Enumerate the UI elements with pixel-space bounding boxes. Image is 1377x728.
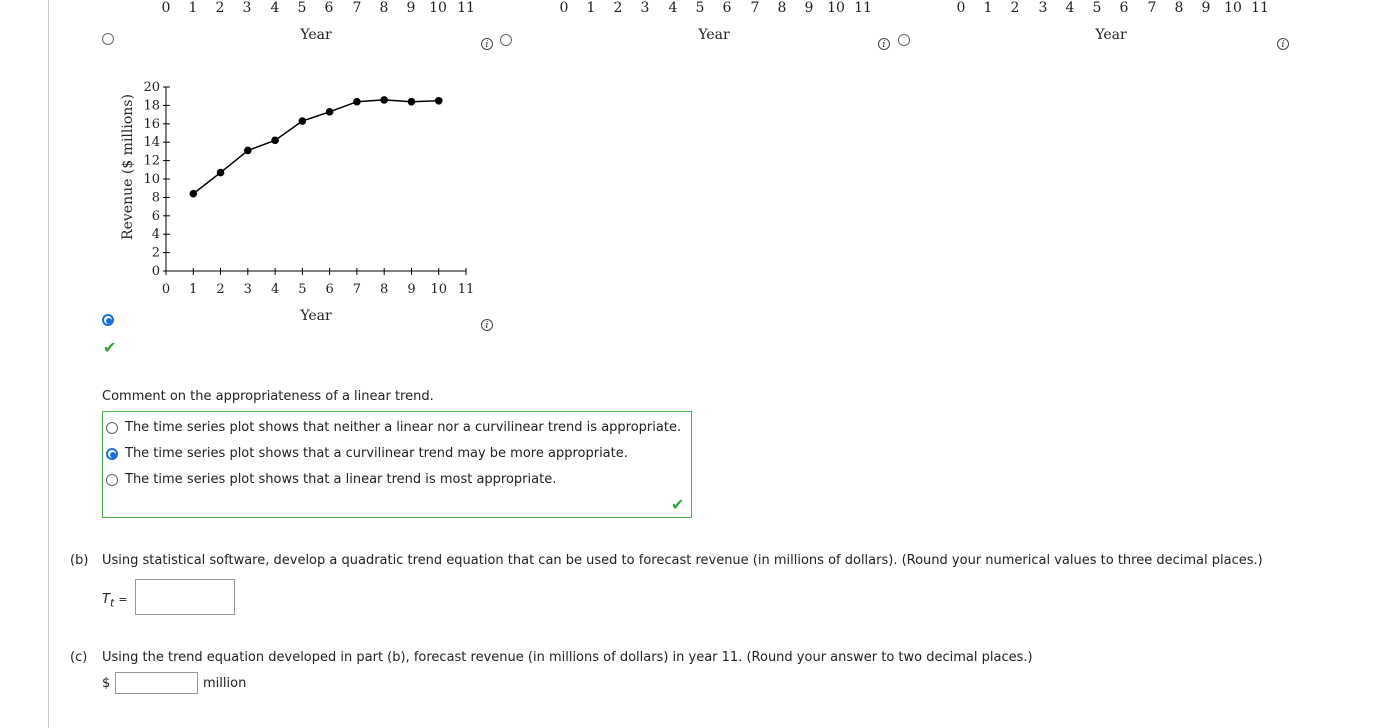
tick: 3	[1038, 0, 1048, 16]
tick: 11	[1251, 0, 1269, 16]
question-b-label: (b)	[70, 553, 89, 568]
tick: 9	[1201, 0, 1211, 16]
data-point	[271, 137, 279, 145]
tick: 8	[1174, 0, 1184, 16]
trend-equation-input[interactable]	[135, 579, 235, 615]
data-point	[217, 169, 225, 177]
y-tick-label: 0	[151, 264, 160, 279]
chart-axes	[166, 87, 466, 271]
trend-equation-label	[102, 592, 128, 610]
option-radio-chart-4-selected[interactable]	[102, 314, 114, 326]
content-border	[48, 0, 49, 728]
answer-option-1[interactable]	[106, 420, 681, 435]
trend-sub: t	[109, 596, 115, 610]
currency-symbol: $	[102, 676, 111, 691]
x-tick-label: 3	[243, 282, 252, 297]
x-tick-label: 9	[407, 282, 416, 297]
tick: 2	[613, 0, 623, 16]
y-axis-label: Revenue ($ millions)	[120, 94, 136, 240]
revenue-series-line	[193, 100, 438, 194]
tick: 5	[695, 0, 705, 16]
info-icon[interactable]: i	[481, 319, 493, 331]
y-tick-label: 8	[151, 190, 160, 206]
data-point	[408, 98, 416, 106]
tick: 8	[777, 0, 787, 16]
y-tick-label: 16	[143, 116, 160, 132]
x-axis-label: Year	[300, 308, 332, 324]
tick: 1	[983, 0, 993, 16]
tick: 8	[379, 0, 389, 16]
revenue-line-chart	[110, 75, 490, 325]
tick: 4	[1065, 0, 1075, 16]
question-b-text: Using statistical software, develop a quadratic trend equation that can be used to forecast revenue (in millions of dollars). (Round your numerical values to three decimal places.)	[102, 553, 1263, 568]
tick: 0	[956, 0, 966, 16]
tick: 4	[270, 0, 280, 16]
y-tick-label: 14	[143, 135, 160, 151]
y-tick-label: 12	[143, 153, 160, 169]
tick: 2	[215, 0, 225, 16]
question-a-prompt: Comment on the appropriateness of a linear trend.	[102, 389, 434, 404]
answer-radio[interactable]	[106, 474, 118, 486]
tick: 1	[188, 0, 198, 16]
info-icon[interactable]: i	[878, 38, 890, 50]
correct-check-icon: ✔	[103, 338, 117, 357]
question-c-label: (c)	[70, 650, 88, 665]
top-chart-3-xlabel: Year	[1095, 27, 1127, 43]
y-tick-label: 20	[143, 80, 160, 95]
y-tick-label: 2	[151, 245, 160, 261]
data-point	[244, 147, 252, 155]
equals-sign: =	[118, 593, 128, 606]
tick: 11	[457, 0, 475, 16]
info-icon[interactable]: i	[1277, 38, 1289, 50]
tick: 3	[640, 0, 650, 16]
answer-radio[interactable]	[106, 422, 118, 434]
answer-option-label: The time series plot shows that a curvilinear trend may be more appropriate.	[125, 446, 628, 461]
x-ticks	[162, 268, 474, 297]
data-point	[299, 117, 307, 125]
data-point	[380, 96, 388, 104]
tick: 0	[161, 0, 171, 16]
x-tick-label: 8	[380, 282, 389, 297]
y-tick-label: 6	[151, 208, 160, 224]
tick: 1	[586, 0, 596, 16]
forecast-input[interactable]	[115, 672, 198, 694]
series-points	[189, 96, 442, 197]
x-tick-label: 10	[430, 282, 448, 297]
option-radio-chart-2[interactable]	[500, 34, 512, 46]
tick: 4	[668, 0, 678, 16]
tick: 5	[297, 0, 307, 16]
tick: 0	[559, 0, 569, 16]
unit-label: million	[203, 676, 247, 691]
data-point	[435, 97, 443, 105]
y-tick-label: 10	[143, 172, 160, 187]
tick: 6	[1119, 0, 1129, 16]
info-icon[interactable]: i	[481, 38, 493, 50]
trend-var: T	[102, 592, 110, 607]
answer-correct-check-icon: ✔	[671, 495, 685, 514]
data-point	[353, 98, 361, 106]
x-tick-label: 2	[216, 282, 225, 297]
x-tick-label: 7	[352, 282, 362, 297]
tick: 10	[1224, 0, 1242, 16]
top-chart-1-xticks	[0, 0, 1377, 16]
x-tick-label: 0	[161, 282, 171, 297]
tick: 6	[722, 0, 732, 16]
answer-option-2[interactable]	[106, 446, 628, 461]
x-tick-label: 5	[298, 282, 307, 297]
tick: 7	[750, 0, 760, 16]
x-tick-label: 6	[325, 282, 334, 297]
option-radio-chart-3[interactable]	[898, 34, 910, 46]
top-chart-1-xlabel: Year	[300, 27, 332, 43]
tick: 6	[324, 0, 334, 16]
answer-option-label: The time series plot shows that a linear trend is most appropriate.	[125, 472, 557, 487]
tick: 7	[352, 0, 362, 16]
y-tick-label: 4	[151, 227, 160, 243]
y-tick-label: 18	[143, 98, 160, 114]
tick: 5	[1092, 0, 1102, 16]
answer-option-label: The time series plot shows that neither a linear nor a curvilinear trend is appropriate.	[125, 420, 682, 435]
x-tick-label: 4	[270, 282, 280, 297]
tick: 9	[406, 0, 416, 16]
x-tick-label: 11	[457, 282, 475, 297]
tick: 3	[242, 0, 252, 16]
tick: 10	[429, 0, 447, 16]
tick: 11	[854, 0, 872, 16]
data-point	[189, 190, 197, 198]
question-c-text: Using the trend equation developed in part (b), forecast revenue (in millions of dollars) in year 11. (Round your answer to two decimal places.)	[102, 650, 1033, 665]
top-chart-2-xlabel: Year	[698, 27, 730, 43]
data-point	[326, 108, 334, 116]
answer-radio-selected[interactable]	[106, 448, 118, 460]
tick: 9	[804, 0, 814, 16]
tick: 7	[1147, 0, 1157, 16]
x-tick-label: 1	[189, 282, 198, 297]
tick: 2	[1010, 0, 1020, 16]
option-radio-chart-1[interactable]	[102, 33, 114, 45]
answer-option-3[interactable]	[106, 472, 556, 487]
series-line	[193, 100, 438, 194]
tick: 10	[827, 0, 845, 16]
